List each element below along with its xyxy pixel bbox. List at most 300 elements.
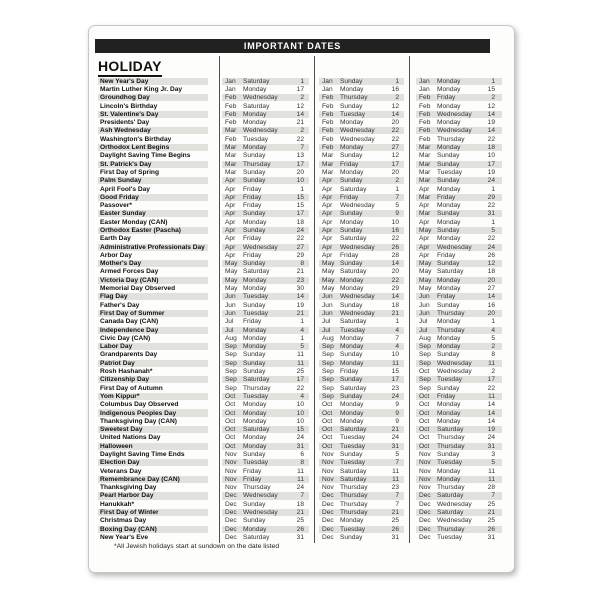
table-row bbox=[98, 359, 507, 367]
day-number: 16 bbox=[391, 85, 399, 93]
day-number: 22 bbox=[296, 135, 304, 143]
weekday-label: Sunday bbox=[243, 451, 266, 458]
day-number: 2 bbox=[491, 343, 495, 351]
day-number: 22 bbox=[391, 127, 399, 135]
month-label: Sep bbox=[225, 384, 237, 392]
month-label: Oct bbox=[322, 417, 333, 425]
date-cell-year3 bbox=[416, 434, 502, 441]
day-number: 25 bbox=[487, 500, 495, 508]
date-cell-year2 bbox=[319, 210, 404, 217]
table-row bbox=[98, 326, 507, 334]
holiday-name: Administrative Professionals Day bbox=[98, 244, 208, 251]
date-cell-year1 bbox=[222, 451, 309, 458]
date-cell-year3 bbox=[416, 194, 502, 201]
date-cell-year3 bbox=[416, 210, 502, 217]
weekday-label: Monday bbox=[437, 285, 461, 293]
date-cell-year3 bbox=[416, 426, 502, 433]
date-cell-year3 bbox=[416, 94, 502, 101]
day-number: 19 bbox=[487, 168, 495, 176]
month-label: May bbox=[419, 260, 432, 268]
date-cell-year3 bbox=[416, 393, 502, 400]
day-number: 4 bbox=[491, 326, 495, 334]
day-number: 18 bbox=[391, 301, 399, 309]
table-row bbox=[98, 492, 507, 500]
weekday-label: Friday bbox=[340, 251, 359, 259]
calendar-page bbox=[88, 25, 515, 573]
day-number: 31 bbox=[487, 210, 495, 218]
month-label: Mar bbox=[322, 160, 334, 168]
month-label: Mar bbox=[225, 168, 237, 176]
day-number: 11 bbox=[392, 359, 399, 367]
day-number: 27 bbox=[296, 243, 304, 251]
weekday-label: Monday bbox=[340, 417, 364, 425]
date-cell-year2 bbox=[319, 136, 404, 143]
holiday-name: Victoria Day (CAN) bbox=[98, 277, 208, 284]
table-row bbox=[98, 94, 507, 102]
month-label: Dec bbox=[322, 492, 334, 500]
date-cell-year2 bbox=[319, 285, 404, 292]
day-number: 22 bbox=[487, 235, 495, 243]
weekday-label: Monday bbox=[437, 202, 461, 210]
date-cell-year1 bbox=[222, 293, 309, 300]
month-label: Feb bbox=[419, 127, 431, 135]
month-label: Feb bbox=[225, 94, 237, 102]
weekday-label: Friday bbox=[243, 251, 262, 259]
date-cell-year2 bbox=[319, 235, 404, 242]
footnote: *All Jewish holidays start at sundown on the date listed bbox=[114, 543, 280, 550]
day-number: 7 bbox=[300, 492, 304, 500]
weekday-label: Monday bbox=[340, 359, 364, 367]
day-number: 15 bbox=[296, 202, 304, 210]
month-label: Jun bbox=[225, 309, 236, 317]
weekday-label: Sunday bbox=[340, 260, 363, 268]
day-number: 11 bbox=[297, 475, 304, 483]
holiday-name: Christmas Day bbox=[100, 517, 147, 525]
month-label: Apr bbox=[419, 243, 430, 251]
date-cell-year3 bbox=[416, 360, 502, 367]
holiday-heading: HOLIDAY bbox=[98, 58, 162, 77]
date-cell-year2 bbox=[319, 459, 404, 466]
day-number: 22 bbox=[487, 384, 495, 392]
date-cell-year1 bbox=[222, 401, 309, 408]
table-row bbox=[98, 210, 507, 218]
weekday-label: Tuesday bbox=[243, 135, 269, 143]
weekday-label: Sunday bbox=[437, 177, 460, 185]
month-label: Nov bbox=[322, 451, 334, 458]
month-label: Sep bbox=[225, 343, 237, 351]
day-number: 17 bbox=[296, 376, 304, 384]
month-label: Nov bbox=[322, 475, 334, 483]
holiday-name: Flag Day bbox=[98, 293, 208, 300]
date-cell-year3 bbox=[416, 310, 502, 317]
month-label: Oct bbox=[322, 442, 333, 450]
month-label: Apr bbox=[225, 243, 236, 251]
day-number: 17 bbox=[296, 210, 304, 218]
date-cell-year2 bbox=[319, 401, 404, 408]
weekday-label: Thursday bbox=[243, 484, 271, 492]
day-number: 22 bbox=[391, 276, 399, 284]
month-label: May bbox=[419, 268, 432, 276]
weekday-label: Sunday bbox=[340, 392, 363, 400]
weekday-label: Sunday bbox=[340, 351, 363, 359]
date-cell-year2 bbox=[319, 517, 404, 524]
weekday-label: Friday bbox=[437, 94, 456, 102]
weekday-label: Monday bbox=[340, 343, 364, 351]
holiday-name: Mother's Day bbox=[98, 260, 208, 267]
month-label: Sep bbox=[322, 376, 334, 384]
weekday-label: Sunday bbox=[437, 451, 460, 458]
weekday-label: Saturday bbox=[340, 318, 367, 326]
holiday-name: Good Friday bbox=[98, 194, 208, 201]
month-label: May bbox=[322, 276, 335, 284]
date-cell-year1 bbox=[222, 210, 309, 217]
month-label: Nov bbox=[419, 451, 431, 458]
holiday-name: Remembrance Day (CAN) bbox=[98, 476, 208, 483]
weekday-label: Wednesday bbox=[340, 202, 375, 210]
weekday-label: Sunday bbox=[437, 152, 460, 160]
weekday-label: Monday bbox=[243, 276, 267, 284]
day-number: 2 bbox=[491, 94, 495, 102]
important-dates-header-bar bbox=[95, 39, 490, 53]
weekday-label: Friday bbox=[243, 475, 262, 483]
weekday-label: Sunday bbox=[340, 533, 363, 541]
weekday-label: Thursday bbox=[437, 442, 465, 450]
day-number: 11 bbox=[297, 467, 304, 475]
day-number: 14 bbox=[296, 293, 304, 301]
date-cell-year3 bbox=[416, 268, 502, 275]
date-cell-year2 bbox=[319, 476, 404, 483]
date-cell-year1 bbox=[222, 102, 309, 109]
date-cell-year3 bbox=[416, 177, 502, 184]
day-number: 26 bbox=[296, 525, 304, 533]
weekday-label: Tuesday bbox=[340, 459, 366, 467]
month-label: Mar bbox=[225, 127, 237, 135]
day-number: 21 bbox=[296, 268, 304, 276]
weekday-label: Tuesday bbox=[437, 533, 463, 541]
weekday-label: Wednesday bbox=[243, 127, 278, 135]
date-cell-year3 bbox=[416, 111, 502, 118]
month-label: Nov bbox=[322, 467, 334, 475]
date-cell-year2 bbox=[319, 219, 404, 226]
day-number: 5 bbox=[395, 202, 399, 210]
day-number: 31 bbox=[296, 533, 304, 541]
weekday-label: Friday bbox=[437, 251, 456, 259]
weekday-label: Monday bbox=[243, 401, 267, 409]
weekday-label: Monday bbox=[340, 218, 364, 226]
date-cell-year1 bbox=[222, 418, 309, 425]
day-number: 10 bbox=[391, 218, 399, 226]
date-cell-year2 bbox=[319, 468, 404, 475]
day-number: 10 bbox=[296, 409, 304, 417]
table-row bbox=[98, 367, 507, 375]
table-row bbox=[98, 384, 507, 392]
month-label: Feb bbox=[419, 94, 431, 102]
date-cell-year3 bbox=[416, 517, 502, 524]
date-cell-year3 bbox=[416, 468, 502, 475]
weekday-label: Saturday bbox=[243, 426, 270, 434]
date-cell-year2 bbox=[319, 509, 404, 516]
month-label: Jun bbox=[322, 293, 333, 301]
date-cell-year3 bbox=[416, 260, 502, 267]
day-number: 20 bbox=[487, 276, 495, 284]
date-cell-year3 bbox=[416, 351, 502, 358]
holiday-name: Daylight Saving Time Begins bbox=[100, 152, 191, 160]
month-label: Mar bbox=[419, 152, 431, 160]
month-label: Jul bbox=[419, 326, 428, 334]
weekday-label: Monday bbox=[437, 185, 461, 193]
month-label: Jun bbox=[419, 301, 430, 309]
month-label: Feb bbox=[322, 135, 334, 143]
month-label: Apr bbox=[419, 235, 430, 243]
date-cell-year2 bbox=[319, 94, 404, 101]
month-label: Jul bbox=[225, 318, 234, 326]
weekday-label: Sunday bbox=[437, 351, 460, 359]
month-label: Oct bbox=[322, 409, 333, 417]
holiday-name: Presidents' Day bbox=[100, 119, 150, 127]
day-number: 11 bbox=[488, 359, 495, 367]
date-cell-year3 bbox=[416, 102, 502, 109]
weekday-label: Monday bbox=[340, 409, 364, 417]
month-label: Feb bbox=[419, 102, 431, 110]
weekday-label: Monday bbox=[437, 102, 461, 110]
table-row bbox=[98, 251, 507, 259]
date-cell-year2 bbox=[319, 451, 404, 458]
day-number: 24 bbox=[391, 434, 399, 442]
month-label: Oct bbox=[419, 417, 430, 425]
date-cell-year2 bbox=[319, 293, 404, 300]
date-cell-year2 bbox=[319, 351, 404, 358]
day-number: 7 bbox=[300, 144, 304, 152]
date-cell-year1 bbox=[222, 194, 309, 201]
date-cell-year3 bbox=[416, 285, 502, 292]
holiday-name: Ash Wednesday bbox=[98, 127, 208, 134]
date-cell-year1 bbox=[222, 227, 309, 234]
weekday-label: Friday bbox=[437, 293, 456, 301]
month-label: Dec bbox=[419, 525, 431, 533]
weekday-label: Monday bbox=[243, 417, 267, 425]
day-number: 17 bbox=[296, 85, 304, 93]
day-number: 22 bbox=[487, 135, 495, 143]
holiday-name: Columbus Day Observed bbox=[100, 401, 179, 409]
day-number: 22 bbox=[296, 384, 304, 392]
weekday-label: Friday bbox=[243, 318, 262, 326]
month-label: Oct bbox=[225, 409, 236, 417]
weekday-label: Monday bbox=[437, 318, 461, 326]
table-row bbox=[98, 343, 507, 351]
day-number: 27 bbox=[391, 144, 399, 152]
day-number: 4 bbox=[300, 326, 304, 334]
date-cell-year1 bbox=[222, 260, 309, 267]
day-number: 17 bbox=[391, 160, 399, 168]
weekday-label: Monday bbox=[243, 334, 267, 342]
month-label: Feb bbox=[322, 119, 334, 127]
date-cell-year1 bbox=[222, 426, 309, 433]
holiday-name: April Fool's Day bbox=[100, 185, 150, 193]
month-label: Oct bbox=[225, 442, 236, 450]
weekday-label: Friday bbox=[243, 193, 262, 201]
date-cell-year3 bbox=[416, 169, 502, 176]
month-label: Oct bbox=[225, 417, 236, 425]
month-label: Apr bbox=[322, 226, 333, 234]
date-cell-year3 bbox=[416, 219, 502, 226]
weekday-label: Monday bbox=[437, 144, 461, 152]
date-cell-year2 bbox=[319, 443, 404, 450]
month-label: Dec bbox=[419, 500, 431, 508]
month-label: Apr bbox=[225, 251, 236, 259]
month-label: Dec bbox=[419, 492, 431, 500]
month-label: Apr bbox=[322, 193, 333, 201]
month-label: Feb bbox=[322, 127, 334, 135]
weekday-label: Wednesday bbox=[437, 127, 472, 135]
weekday-label: Sunday bbox=[340, 451, 363, 458]
weekday-label: Monday bbox=[437, 475, 461, 483]
weekday-label: Sunday bbox=[437, 384, 460, 392]
table-row bbox=[98, 525, 507, 533]
month-label: Feb bbox=[322, 110, 334, 118]
weekday-label: Saturday bbox=[437, 509, 464, 517]
date-cell-year3 bbox=[416, 185, 502, 192]
weekday-label: Thursday bbox=[437, 434, 465, 442]
day-number: 31 bbox=[296, 442, 304, 450]
date-cell-year1 bbox=[222, 244, 309, 251]
day-number: 9 bbox=[395, 210, 399, 218]
weekday-label: Monday bbox=[437, 401, 461, 409]
day-number: 8 bbox=[300, 459, 304, 467]
holiday-name: Veterans Day bbox=[100, 467, 142, 475]
day-number: 14 bbox=[487, 401, 495, 409]
holiday-name: Labor Day bbox=[98, 343, 208, 350]
date-cell-year1 bbox=[222, 476, 309, 483]
date-cell-year3 bbox=[416, 302, 502, 309]
day-number: 14 bbox=[487, 110, 495, 118]
holiday-name: Halloween bbox=[98, 443, 208, 450]
date-cell-year3 bbox=[416, 244, 502, 251]
month-label: Jul bbox=[225, 326, 234, 334]
month-label: Jul bbox=[322, 318, 331, 326]
month-label: Dec bbox=[225, 509, 237, 517]
date-cell-year2 bbox=[319, 418, 404, 425]
date-cell-year3 bbox=[416, 119, 502, 126]
day-number: 1 bbox=[300, 318, 304, 326]
day-number: 7 bbox=[395, 334, 399, 342]
weekday-label: Monday bbox=[437, 85, 461, 93]
date-cell-year2 bbox=[319, 227, 404, 234]
table-row bbox=[98, 392, 507, 400]
weekday-label: Wednesday bbox=[243, 509, 278, 517]
weekday-label: Tuesday bbox=[243, 459, 269, 467]
holiday-name: Daylight Saving Time Ends bbox=[100, 451, 185, 458]
table-row bbox=[98, 268, 507, 276]
month-label: Feb bbox=[225, 119, 237, 127]
day-number: 19 bbox=[296, 301, 304, 309]
month-label: Feb bbox=[419, 110, 431, 118]
weekday-label: Monday bbox=[340, 334, 364, 342]
month-label: Oct bbox=[419, 434, 430, 442]
holiday-name: First Day of Winter bbox=[98, 509, 208, 516]
day-number: 5 bbox=[491, 459, 495, 467]
table-row bbox=[98, 500, 507, 508]
weekday-label: Wednesday bbox=[340, 309, 375, 317]
holiday-name: Washington's Birthday bbox=[100, 135, 172, 143]
day-number: 2 bbox=[300, 94, 304, 102]
weekday-label: Wednesday bbox=[340, 243, 375, 251]
day-number: 18 bbox=[296, 218, 304, 226]
weekday-label: Monday bbox=[437, 235, 461, 243]
table-row bbox=[98, 484, 507, 492]
month-label: Jul bbox=[419, 318, 428, 326]
month-label: Mar bbox=[419, 144, 431, 152]
date-cell-year3 bbox=[416, 127, 502, 134]
date-cell-year2 bbox=[319, 144, 404, 151]
date-cell-year1 bbox=[222, 119, 309, 126]
date-cell-year1 bbox=[222, 509, 309, 516]
day-number: 21 bbox=[296, 119, 304, 127]
date-cell-year1 bbox=[222, 443, 309, 450]
month-label: Apr bbox=[225, 235, 236, 243]
day-number: 4 bbox=[300, 392, 304, 400]
day-number: 4 bbox=[395, 326, 399, 334]
weekday-label: Sunday bbox=[243, 301, 266, 309]
weekday-label: Thursday bbox=[437, 326, 465, 334]
day-number: 7 bbox=[395, 459, 399, 467]
holiday-name: Earth Day bbox=[100, 235, 131, 243]
weekday-label: Saturday bbox=[340, 467, 367, 475]
month-label: Sep bbox=[419, 384, 431, 392]
date-cell-year2 bbox=[319, 484, 404, 491]
month-label: Nov bbox=[225, 484, 237, 492]
date-cell-year1 bbox=[222, 152, 309, 159]
month-label: Feb bbox=[322, 144, 334, 152]
day-number: 14 bbox=[391, 260, 399, 268]
month-label: Apr bbox=[419, 185, 430, 193]
date-cell-year3 bbox=[416, 252, 502, 259]
date-cell-year1 bbox=[222, 318, 309, 325]
day-number: 2 bbox=[300, 127, 304, 135]
month-label: Sep bbox=[225, 351, 237, 359]
date-cell-year2 bbox=[319, 501, 404, 508]
weekday-label: Saturday bbox=[243, 77, 270, 85]
holiday-name: Patriot Day bbox=[98, 360, 208, 367]
month-label: Nov bbox=[419, 459, 431, 467]
month-label: Apr bbox=[419, 202, 430, 210]
table-row bbox=[98, 127, 507, 135]
day-number: 1 bbox=[300, 185, 304, 193]
weekday-label: Sunday bbox=[243, 177, 266, 185]
holiday-name: New Year's Eve bbox=[100, 533, 149, 541]
day-number: 23 bbox=[296, 276, 304, 284]
date-cell-year1 bbox=[222, 376, 309, 383]
month-label: Nov bbox=[322, 484, 334, 492]
day-number: 10 bbox=[296, 177, 304, 185]
weekday-label: Tuesday bbox=[340, 110, 366, 118]
holiday-name: Sweetest Day bbox=[98, 426, 208, 433]
date-cell-year3 bbox=[416, 335, 502, 342]
weekday-label: Wednesday bbox=[243, 243, 278, 251]
date-cell-year2 bbox=[319, 310, 404, 317]
day-number: 14 bbox=[391, 110, 399, 118]
day-number: 6 bbox=[300, 451, 304, 458]
weekday-label: Sunday bbox=[340, 152, 363, 160]
day-number: 12 bbox=[391, 102, 399, 110]
weekday-label: Friday bbox=[243, 467, 262, 475]
holiday-name: First Day of Spring bbox=[100, 168, 159, 176]
table-row bbox=[98, 475, 507, 483]
date-cell-year1 bbox=[222, 235, 309, 242]
date-cell-year3 bbox=[416, 277, 502, 284]
day-number: 20 bbox=[391, 268, 399, 276]
date-cell-year2 bbox=[319, 161, 404, 168]
weekday-label: Thursday bbox=[437, 309, 465, 317]
